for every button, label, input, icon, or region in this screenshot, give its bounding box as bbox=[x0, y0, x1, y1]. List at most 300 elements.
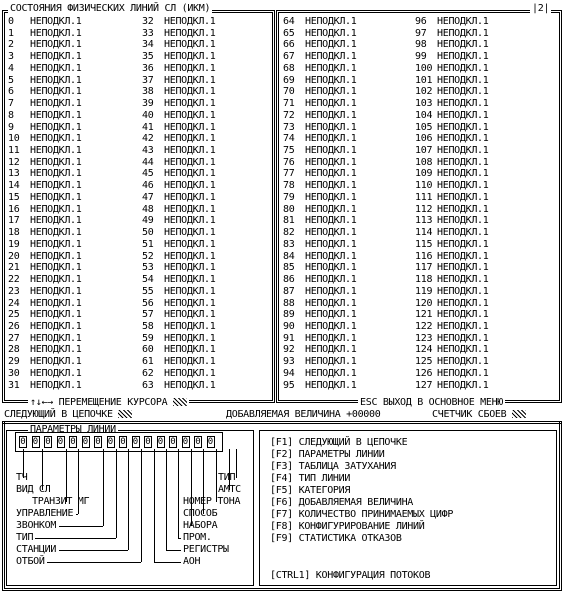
line-status[interactable]: НЕПОДКЛ.1 bbox=[437, 74, 489, 86]
leader-horizontal bbox=[154, 562, 181, 563]
line-status[interactable]: НЕПОДКЛ.1 bbox=[30, 98, 82, 110]
menu-item-f4[interactable]: [F4] ТИП ЛИНИИ bbox=[270, 473, 351, 484]
line-status[interactable]: НЕПОДКЛ.1 bbox=[164, 203, 216, 215]
line-number: 88 bbox=[283, 297, 295, 309]
line-status[interactable]: НЕПОДКЛ.1 bbox=[437, 168, 489, 180]
param-bit[interactable]: 0 bbox=[157, 437, 164, 447]
line-number: 33 bbox=[142, 27, 154, 39]
menu-item-f1[interactable]: [F1] СЛЕДУЮЩИЙ В ЦЕПОЧКЕ bbox=[270, 437, 408, 448]
line-status[interactable]: НЕПОДКЛ.1 bbox=[437, 215, 489, 227]
line-status[interactable]: НЕПОДКЛ.1 bbox=[305, 168, 357, 180]
line-status[interactable]: НЕПОДКЛ.1 bbox=[437, 62, 489, 74]
line-number: 31 bbox=[8, 379, 20, 391]
leader-horizontal bbox=[166, 550, 181, 551]
line-number: 123 bbox=[415, 332, 433, 344]
line-status[interactable]: НЕПОДКЛ.1 bbox=[305, 156, 357, 168]
line-status[interactable]: НЕПОДКЛ.1 bbox=[437, 133, 489, 145]
page-number: |2| bbox=[532, 3, 550, 14]
line-number: 121 bbox=[415, 309, 433, 321]
line-status[interactable]: НЕПОДКЛ.1 bbox=[305, 250, 357, 262]
leader-vertical bbox=[154, 449, 155, 562]
line-status[interactable]: НЕПОДКЛ.1 bbox=[437, 86, 489, 98]
param-label-right: НАБОРА bbox=[183, 520, 218, 531]
param-bit[interactable]: 0 bbox=[20, 437, 26, 447]
line-status[interactable]: НЕПОДКЛ.1 bbox=[164, 180, 216, 192]
line-status[interactable]: НЕПОДКЛ.1 bbox=[437, 356, 489, 368]
menu-item-f2[interactable]: [F2] ПАРАМЕТРЫ ЛИНИИ bbox=[270, 449, 385, 460]
fail-counter-label: СЧЕТЧИК СБОЕВ bbox=[432, 410, 526, 420]
menu-item-f5[interactable]: [F5] КАТЕГОРИЯ bbox=[270, 485, 351, 496]
line-number: 92 bbox=[283, 344, 295, 356]
line-status[interactable]: НЕПОДКЛ.1 bbox=[30, 86, 82, 98]
line-number: 62 bbox=[142, 367, 154, 379]
line-status[interactable]: НЕПОДКЛ.1 bbox=[164, 215, 216, 227]
line-number: 12 bbox=[8, 156, 20, 168]
line-number: 51 bbox=[142, 238, 154, 250]
leader-horizontal bbox=[47, 562, 141, 563]
line-number: 34 bbox=[142, 39, 154, 51]
line-status[interactable]: НЕПОДКЛ.1 bbox=[437, 274, 489, 286]
line-status[interactable]: НЕПОДКЛ.1 bbox=[30, 39, 82, 51]
menu-item-f9[interactable]: [F9] СТАТИСТИКА ОТКАЗОВ bbox=[270, 533, 402, 544]
esc-hint[interactable]: ESC ВЫХОД В ОСНОВНОЕ МЕНЮ bbox=[360, 397, 504, 408]
line-number: 55 bbox=[142, 285, 154, 297]
line-number: 23 bbox=[8, 285, 20, 297]
leader-vertical bbox=[116, 449, 117, 538]
leader-vertical bbox=[66, 449, 67, 502]
leader-vertical bbox=[166, 449, 167, 550]
line-status[interactable]: НЕПОДКЛ.1 bbox=[437, 344, 489, 356]
line-number: 122 bbox=[415, 320, 433, 332]
line-number: 13 bbox=[8, 168, 20, 180]
line-number: 42 bbox=[142, 133, 154, 145]
line-number: 0 bbox=[8, 16, 14, 27]
line-number: 67 bbox=[283, 51, 295, 63]
param-label-right: ТИП bbox=[218, 472, 236, 483]
line-status[interactable]: НЕПОДКЛ.1 bbox=[30, 274, 82, 286]
line-status[interactable]: НЕПОДКЛ.1 bbox=[305, 180, 357, 192]
line-status[interactable]: НЕПОДКЛ.1 bbox=[30, 215, 82, 227]
line-number: 26 bbox=[8, 320, 20, 332]
line-status[interactable]: НЕПОДКЛ.1 bbox=[305, 27, 357, 39]
line-status[interactable]: НЕПОДКЛ.1 bbox=[305, 332, 357, 344]
line-number: 39 bbox=[142, 98, 154, 110]
line-status[interactable]: НЕПОДКЛ.1 bbox=[437, 320, 489, 332]
line-number: 109 bbox=[415, 168, 433, 180]
line-number: 53 bbox=[142, 262, 154, 274]
line-status[interactable]: НЕПОДКЛ.1 bbox=[164, 51, 216, 63]
line-number: 59 bbox=[142, 332, 154, 344]
param-bit[interactable]: 0 bbox=[45, 437, 51, 447]
leader-vertical bbox=[236, 449, 237, 478]
line-status[interactable]: НЕПОДКЛ.1 bbox=[437, 250, 489, 262]
line-status[interactable]: НЕПОДКЛ.1 bbox=[164, 156, 216, 168]
line-number: 10 bbox=[8, 133, 20, 145]
line-status[interactable]: НЕПОДКЛ.1 bbox=[437, 297, 489, 309]
line-status[interactable]: НЕПОДКЛ.1 bbox=[164, 191, 216, 203]
line-status[interactable]: НЕПОДКЛ.1 bbox=[30, 16, 82, 27]
line-status[interactable]: НЕПОДКЛ.1 bbox=[164, 367, 216, 379]
line-number: 63 bbox=[142, 379, 154, 391]
cursor-hint: ↑↓←→ ПЕРЕМЕЩЕНИЕ КУРСОРА bbox=[28, 398, 189, 408]
param-label-right: АОН bbox=[183, 556, 201, 567]
line-status[interactable]: НЕПОДКЛ.1 bbox=[164, 109, 216, 121]
line-number: 106 bbox=[415, 133, 433, 145]
line-number: 115 bbox=[415, 238, 433, 250]
line-number: 112 bbox=[415, 203, 433, 215]
line-number: 3 bbox=[8, 51, 14, 63]
line-status[interactable]: НЕПОДКЛ.1 bbox=[437, 191, 489, 203]
leader-vertical bbox=[178, 449, 179, 538]
param-label-left: ТЧ bbox=[16, 472, 28, 483]
fail-counter-indicator-icon bbox=[512, 410, 526, 418]
line-number: 124 bbox=[415, 344, 433, 356]
line-status[interactable]: НЕПОДКЛ.1 bbox=[164, 332, 216, 344]
line-status[interactable]: НЕПОДКЛ.1 bbox=[437, 51, 489, 63]
leader-horizontal bbox=[59, 550, 128, 551]
leader-horizontal bbox=[178, 538, 181, 539]
line-number: 7 bbox=[8, 98, 14, 110]
line-status[interactable]: НЕПОДКЛ.1 bbox=[30, 74, 82, 86]
line-number: 95 bbox=[283, 379, 295, 391]
line-number: 47 bbox=[142, 191, 154, 203]
line-status[interactable]: НЕПОДКЛ.1 bbox=[305, 227, 357, 239]
line-status[interactable]: НЕПОДКЛ.1 bbox=[305, 309, 357, 321]
param-label-right: АМТС bbox=[218, 484, 241, 495]
line-status[interactable]: НЕПОДКЛ.1 bbox=[437, 121, 489, 133]
line-number: 127 bbox=[415, 379, 433, 391]
line-status[interactable]: НЕПОДКЛ.1 bbox=[437, 109, 489, 121]
line-status[interactable]: НЕПОДКЛ.1 bbox=[30, 344, 82, 356]
param-label-left: ОТБОЙ bbox=[16, 556, 45, 567]
line-status[interactable]: НЕПОДКЛ.1 bbox=[305, 86, 357, 98]
line-status[interactable]: НЕПОДКЛ.1 bbox=[30, 145, 82, 157]
line-status[interactable]: НЕПОДКЛ.1 bbox=[305, 356, 357, 368]
param-bit[interactable]: 0 bbox=[182, 437, 189, 447]
menu-key-ctrl1: [CTRL1] bbox=[270, 570, 311, 581]
line-number: 99 bbox=[415, 51, 427, 63]
line-number: 9 bbox=[8, 121, 14, 133]
line-status[interactable]: НЕПОДКЛ.1 bbox=[164, 16, 216, 27]
line-status[interactable]: НЕПОДКЛ.1 bbox=[30, 262, 82, 274]
line-status[interactable]: НЕПОДКЛ.1 bbox=[30, 203, 82, 215]
line-number: 78 bbox=[283, 180, 295, 192]
line-status[interactable]: НЕПОДКЛ.1 bbox=[30, 356, 82, 368]
line-status[interactable]: НЕПОДКЛ.1 bbox=[30, 379, 82, 391]
line-status[interactable]: НЕПОДКЛ.1 bbox=[437, 367, 489, 379]
leader-vertical bbox=[128, 449, 129, 550]
line-status[interactable]: НЕПОДКЛ.1 bbox=[30, 367, 82, 379]
line-number: 41 bbox=[142, 121, 154, 133]
param-bit[interactable]: 0 bbox=[82, 437, 89, 447]
line-status[interactable]: НЕПОДКЛ.1 bbox=[164, 262, 216, 274]
line-status[interactable]: НЕПОДКЛ.1 bbox=[437, 145, 489, 157]
line-status[interactable]: НЕПОДКЛ.1 bbox=[305, 133, 357, 145]
line-status[interactable]: НЕПОДКЛ.1 bbox=[305, 74, 357, 86]
leader-vertical bbox=[103, 449, 104, 526]
line-status[interactable]: НЕПОДКЛ.1 bbox=[437, 309, 489, 321]
line-number: 43 bbox=[142, 145, 154, 157]
leader-horizontal bbox=[76, 514, 78, 515]
line-number: 72 bbox=[283, 109, 295, 121]
line-number: 64 bbox=[283, 16, 295, 27]
line-status[interactable]: НЕПОДКЛ.1 bbox=[305, 145, 357, 157]
menu-item-f8[interactable]: [F8] КОНФИГУРИРОВАНИЕ ЛИНИЙ bbox=[270, 521, 425, 532]
param-bit[interactable]: 0 bbox=[107, 437, 114, 447]
line-number: 25 bbox=[8, 309, 20, 321]
line-number: 90 bbox=[283, 320, 295, 332]
line-status[interactable]: НЕПОДКЛ.1 bbox=[164, 121, 216, 133]
line-status[interactable]: НЕПОДКЛ.1 bbox=[164, 379, 216, 391]
line-number: 96 bbox=[415, 16, 427, 27]
line-status[interactable]: НЕПОДКЛ.1 bbox=[164, 250, 216, 262]
line-number: 89 bbox=[283, 309, 295, 321]
line-status[interactable]: НЕПОДКЛ.1 bbox=[30, 297, 82, 309]
line-status[interactable]: НЕПОДКЛ.1 bbox=[305, 274, 357, 286]
line-number: 91 bbox=[283, 332, 295, 344]
line-status[interactable]: НЕПОДКЛ.1 bbox=[305, 379, 357, 391]
line-number: 1 bbox=[8, 27, 14, 39]
line-number: 2 bbox=[8, 39, 14, 51]
line-status[interactable]: НЕПОДКЛ.1 bbox=[305, 121, 357, 133]
line-status[interactable]: НЕПОДКЛ.1 bbox=[164, 344, 216, 356]
line-number: 94 bbox=[283, 367, 295, 379]
line-status[interactable]: НЕПОДКЛ.1 bbox=[305, 51, 357, 63]
line-number: 16 bbox=[8, 203, 20, 215]
line-status[interactable]: НЕПОДКЛ.1 bbox=[164, 285, 216, 297]
line-status[interactable]: НЕПОДКЛ.1 bbox=[30, 332, 82, 344]
line-number: 19 bbox=[8, 238, 20, 250]
line-number: 38 bbox=[142, 86, 154, 98]
line-status[interactable]: НЕПОДКЛ.1 bbox=[164, 74, 216, 86]
line-status[interactable]: НЕПОДКЛ.1 bbox=[30, 309, 82, 321]
line-status[interactable]: НЕПОДКЛ.1 bbox=[30, 51, 82, 63]
line-number: 35 bbox=[142, 51, 154, 63]
line-number: 61 bbox=[142, 356, 154, 368]
line-status[interactable]: НЕПОДКЛ.1 bbox=[305, 238, 357, 250]
line-status[interactable]: НЕПОДКЛ.1 bbox=[164, 320, 216, 332]
line-number: 105 bbox=[415, 121, 433, 133]
line-status[interactable]: НЕПОДКЛ.1 bbox=[437, 285, 489, 297]
line-status[interactable]: НЕПОДКЛ.1 bbox=[30, 285, 82, 297]
param-label-right: РЕГИСТРЫ bbox=[183, 544, 229, 555]
line-status[interactable]: НЕПОДКЛ.1 bbox=[30, 156, 82, 168]
line-number: 104 bbox=[415, 109, 433, 121]
line-status[interactable]: НЕПОДКЛ.1 bbox=[30, 238, 82, 250]
param-label-left: ТИП bbox=[16, 532, 34, 543]
line-number: 82 bbox=[283, 227, 295, 239]
line-status[interactable]: НЕПОДКЛ.1 bbox=[164, 145, 216, 157]
added-value-label: ДОБАВЛЯЕМАЯ ВЕЛИЧИНА +00000 bbox=[226, 409, 381, 420]
line-status[interactable]: НЕПОДКЛ.1 bbox=[437, 16, 489, 27]
line-number: 56 bbox=[142, 297, 154, 309]
line-number: 118 bbox=[415, 274, 433, 286]
line-number: 30 bbox=[8, 367, 20, 379]
line-status[interactable]: НЕПОДКЛ.1 bbox=[30, 168, 82, 180]
line-number: 111 bbox=[415, 191, 433, 203]
line-number: 107 bbox=[415, 145, 433, 157]
line-number: 103 bbox=[415, 98, 433, 110]
line-status[interactable]: НЕПОДКЛ.1 bbox=[305, 109, 357, 121]
line-status[interactable]: НЕПОДКЛ.1 bbox=[30, 191, 82, 203]
line-status[interactable]: НЕПОДКЛ.1 bbox=[437, 262, 489, 274]
line-number: 93 bbox=[283, 356, 295, 368]
line-status[interactable]: НЕПОДКЛ.1 bbox=[437, 332, 489, 344]
line-status[interactable]: НЕПОДКЛ.1 bbox=[437, 98, 489, 110]
line-number: 22 bbox=[8, 274, 20, 286]
menu-item-f6[interactable]: [F6] ДОБАВЛЯЕМАЯ ВЕЛИЧИНА bbox=[270, 497, 414, 508]
line-status[interactable]: НЕПОДКЛ.1 bbox=[305, 367, 357, 379]
param-bit[interactable]: 0 bbox=[145, 437, 151, 447]
line-status[interactable]: НЕПОДКЛ.1 bbox=[437, 27, 489, 39]
param-bit[interactable]: 0 bbox=[207, 437, 214, 447]
line-number: 5 bbox=[8, 74, 14, 86]
line-status[interactable]: НЕПОДКЛ.1 bbox=[437, 180, 489, 192]
param-bit[interactable]: 0 bbox=[120, 437, 126, 447]
line-status[interactable]: НЕПОДКЛ.1 bbox=[30, 320, 82, 332]
line-status[interactable]: НЕПОДКЛ.1 bbox=[164, 39, 216, 51]
menu-item-ctrl1[interactable] bbox=[270, 571, 430, 581]
line-number: 15 bbox=[8, 191, 20, 203]
line-status[interactable]: НЕПОДКЛ.1 bbox=[30, 133, 82, 145]
line-number: 17 bbox=[8, 215, 20, 227]
param-bit[interactable]: 0 bbox=[70, 437, 76, 447]
param-bit[interactable]: 0 bbox=[170, 437, 176, 447]
line-status[interactable]: НЕПОДКЛ.1 bbox=[30, 109, 82, 121]
menu-item-f7[interactable]: [F7] КОЛИЧЕСТВО ПРИНИМАЕМЫХ ЦИФР bbox=[270, 509, 454, 520]
line-number: 29 bbox=[8, 356, 20, 368]
line-status[interactable]: НЕПОДКЛ.1 bbox=[30, 227, 82, 239]
line-number: 73 bbox=[283, 121, 295, 133]
line-number: 83 bbox=[283, 238, 295, 250]
line-status[interactable]: НЕПОДКЛ.1 bbox=[164, 356, 216, 368]
line-number: 45 bbox=[142, 168, 154, 180]
line-number: 60 bbox=[142, 344, 154, 356]
line-number: 52 bbox=[142, 250, 154, 262]
line-status[interactable]: НЕПОДКЛ.1 bbox=[30, 62, 82, 74]
line-number: 84 bbox=[283, 250, 295, 262]
line-number: 80 bbox=[283, 203, 295, 215]
line-status[interactable]: НЕПОДКЛ.1 bbox=[30, 250, 82, 262]
line-status[interactable]: НЕПОДКЛ.1 bbox=[437, 227, 489, 239]
line-status[interactable]: НЕПОДКЛ.1 bbox=[164, 309, 216, 321]
param-label-right: НОМЕР ТОНА bbox=[183, 496, 241, 507]
line-status[interactable]: НЕПОДКЛ.1 bbox=[164, 297, 216, 309]
line-status[interactable]: НЕПОДКЛ.1 bbox=[437, 39, 489, 51]
line-status[interactable]: НЕПОДКЛ.1 bbox=[305, 285, 357, 297]
line-number: 81 bbox=[283, 215, 295, 227]
line-status[interactable]: НЕПОДКЛ.1 bbox=[305, 203, 357, 215]
param-label-left: СТАНЦИИ bbox=[16, 544, 57, 555]
line-number: 40 bbox=[142, 109, 154, 121]
line-status[interactable]: НЕПОДКЛ.1 bbox=[305, 320, 357, 332]
line-status[interactable]: НЕПОДКЛ.1 bbox=[305, 344, 357, 356]
line-number: 87 bbox=[283, 285, 295, 297]
line-status[interactable]: НЕПОДКЛ.1 bbox=[164, 27, 216, 39]
line-number: 8 bbox=[8, 109, 14, 121]
line-number: 74 bbox=[283, 133, 295, 145]
line-number: 100 bbox=[415, 62, 433, 74]
param-label-left: ТРАНЗИТ МГ bbox=[32, 496, 90, 507]
next-in-chain-indicator-icon bbox=[118, 410, 132, 418]
line-number: 70 bbox=[283, 86, 295, 98]
line-status[interactable]: НЕПОДКЛ.1 bbox=[437, 238, 489, 250]
page-number-value: 2 bbox=[537, 3, 544, 14]
line-status[interactable]: НЕПОДКЛ.1 bbox=[164, 238, 216, 250]
line-status[interactable]: НЕПОДКЛ.1 bbox=[437, 203, 489, 215]
line-status[interactable]: НЕПОДКЛ.1 bbox=[437, 156, 489, 168]
line-status[interactable]: НЕПОДКЛ.1 bbox=[164, 62, 216, 74]
line-number: 36 bbox=[142, 62, 154, 74]
leader-horizontal bbox=[35, 538, 116, 539]
line-number: 4 bbox=[8, 62, 14, 74]
line-number: 98 bbox=[415, 39, 427, 51]
line-number: 32 bbox=[142, 16, 154, 27]
line-status[interactable]: НЕПОДКЛ.1 bbox=[164, 274, 216, 286]
line-number: 66 bbox=[283, 39, 295, 51]
line-number: 77 bbox=[283, 168, 295, 180]
line-number: 11 bbox=[8, 145, 20, 157]
param-bit[interactable]: 0 bbox=[195, 437, 201, 447]
line-number: 69 bbox=[283, 74, 295, 86]
line-number: 101 bbox=[415, 74, 433, 86]
line-number: 116 bbox=[415, 250, 433, 262]
line-number: 97 bbox=[415, 27, 427, 39]
line-status[interactable]: НЕПОДКЛ.1 bbox=[305, 98, 357, 110]
line-status[interactable]: НЕПОДКЛ.1 bbox=[305, 215, 357, 227]
param-bit[interactable]: 0 bbox=[32, 437, 39, 447]
param-label-right: ПРОМ. bbox=[183, 532, 212, 543]
line-number: 119 bbox=[415, 285, 433, 297]
line-status[interactable]: НЕПОДКЛ.1 bbox=[164, 133, 216, 145]
screen-title: СОСТОЯНИЯ ФИЗИЧЕСКИХ ЛИНИЙ СЛ (ИКМ) bbox=[10, 3, 211, 14]
line-status[interactable]: НЕПОДКЛ.1 bbox=[30, 180, 82, 192]
line-number: 44 bbox=[142, 156, 154, 168]
line-status[interactable]: НЕПОДКЛ.1 bbox=[305, 16, 357, 27]
leader-vertical bbox=[141, 449, 142, 562]
line-status[interactable]: НЕПОДКЛ.1 bbox=[305, 191, 357, 203]
line-status[interactable]: НЕПОДКЛ.1 bbox=[30, 27, 82, 39]
params-title: ПАРАМЕТРЫ ЛИНИИ bbox=[30, 424, 116, 435]
line-number: 14 bbox=[8, 180, 20, 192]
param-bit[interactable]: 0 bbox=[132, 437, 139, 447]
line-status[interactable]: НЕПОДКЛ.1 bbox=[164, 168, 216, 180]
line-number: 85 bbox=[283, 262, 295, 274]
line-status[interactable]: НЕПОДКЛ.1 bbox=[305, 297, 357, 309]
line-number: 125 bbox=[415, 356, 433, 368]
param-label-left: ВИД СЛ bbox=[16, 484, 51, 495]
param-bit[interactable]: 0 bbox=[95, 437, 101, 447]
line-status[interactable]: НЕПОДКЛ.1 bbox=[305, 262, 357, 274]
line-status[interactable]: НЕПОДКЛ.1 bbox=[437, 379, 489, 391]
menu-item-f3[interactable]: [F3] ТАБЛИЦА ЗАТУХАНИЯ bbox=[270, 461, 396, 472]
line-status[interactable]: НЕПОДКЛ.1 bbox=[305, 62, 357, 74]
line-status[interactable]: НЕПОДКЛ.1 bbox=[164, 98, 216, 110]
param-bit[interactable]: 0 bbox=[57, 437, 64, 447]
line-number: 68 bbox=[283, 62, 295, 74]
line-number: 113 bbox=[415, 215, 433, 227]
line-status[interactable]: НЕПОДКЛ.1 bbox=[164, 86, 216, 98]
line-status[interactable]: НЕПОДКЛ.1 bbox=[30, 121, 82, 133]
line-number: 49 bbox=[142, 215, 154, 227]
line-number: 46 bbox=[142, 180, 154, 192]
line-number: 120 bbox=[415, 297, 433, 309]
line-status[interactable]: НЕПОДКЛ.1 bbox=[305, 39, 357, 51]
line-number: 117 bbox=[415, 262, 433, 274]
line-number: 114 bbox=[415, 227, 433, 239]
line-number: 65 bbox=[283, 27, 295, 39]
line-status[interactable]: НЕПОДКЛ.1 bbox=[164, 227, 216, 239]
